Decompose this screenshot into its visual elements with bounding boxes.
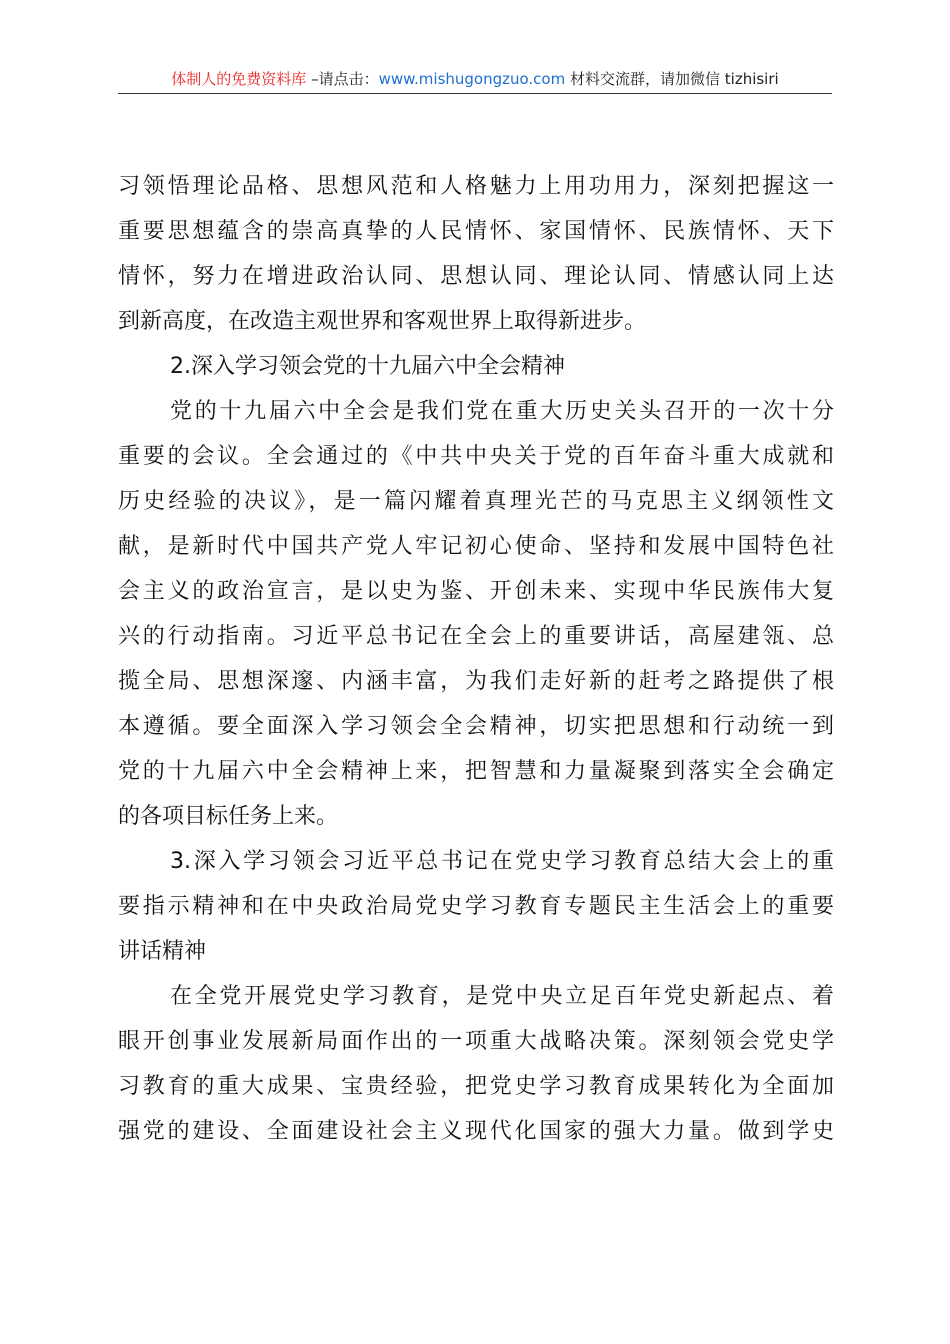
- text-line: 在全党开展党史学习教育，是党中央立足百年党史新起点、着: [170, 984, 834, 1009]
- text-line: 强党的建设、全面建设社会主义现代化国家的强大力量。做到学史: [118, 1119, 834, 1144]
- text-line: 情怀，努力在增进政治认同、思想认同、理论认同、情感认同上达: [118, 264, 834, 289]
- text-line: 献，是新时代中国共产党人牢记初心使命、坚持和发展中国特色社: [118, 534, 834, 559]
- text-line: 兴的行动指南。习近平总书记在全会上的重要讲话，高屋建瓴、总: [118, 624, 834, 649]
- text-line: 习领悟理论品格、思想风范和人格魅力上用功用力，深刻把握这一: [118, 174, 834, 199]
- text-line: 重要思想蕴含的崇高真挚的人民情怀、家国情怀、民族情怀、天下: [118, 219, 834, 244]
- text-line: 历史经验的决议》，是一篇闪耀着真理光芒的马克思主义纲领性文: [118, 489, 834, 514]
- text-line: 本遵循。要全面深入学习领会全会精神，切实把思想和行动统一到: [118, 714, 834, 739]
- section-heading-3: 3.深入学习领会习近平总书记在党史学习教育总结大会上的重: [170, 849, 834, 874]
- header-divider: [118, 93, 832, 94]
- document-body: [118, 164, 834, 1154]
- header-prompt: –请点击：: [306, 70, 379, 88]
- text-line: 党的十九届六中全会精神上来，把智慧和力量凝聚到落实全会确定: [118, 759, 834, 784]
- text-line: 眼开创事业发展新局面作出的一项重大战略决策。深刻领会党史学: [118, 1029, 834, 1054]
- page-header: [118, 68, 832, 90]
- text-line: 的各项目标任务上来。: [118, 804, 339, 829]
- section-heading-3-cont: 讲话精神: [118, 939, 207, 964]
- header-url-link[interactable]: www.mishugongzuo.com: [378, 70, 566, 88]
- text-line: 习教育的重大成果、宝贵经验，把党史学习教育成果转化为全面加: [118, 1074, 834, 1099]
- text-line: 党的十九届六中全会是我们党在重大历史关头召开的一次十分: [170, 399, 834, 424]
- text-line: 重要的会议。全会通过的《中共中央关于党的百年奋斗重大成就和: [118, 444, 834, 469]
- section-heading-3-cont: 要指示精神和在中央政治局党史学习教育专题民主生活会上的重要: [118, 894, 834, 919]
- text-line: 揽全局、思想深邃、内涵丰富，为我们走好新的赶考之路提供了根: [118, 669, 834, 694]
- section-heading-2: 2.深入学习领会党的十九届六中全会精神: [170, 354, 565, 379]
- text-line: 到新高度，在改造主观世界和客观世界上取得新进步。: [118, 309, 647, 334]
- text-line: 会主义的政治宣言，是以史为鉴、开创未来、实现中华民族伟大复: [118, 579, 834, 604]
- header-tail: 材料交流群，请加微信 tizhisiri: [565, 70, 779, 88]
- header-brand: 体制人的免费资料库: [171, 70, 307, 88]
